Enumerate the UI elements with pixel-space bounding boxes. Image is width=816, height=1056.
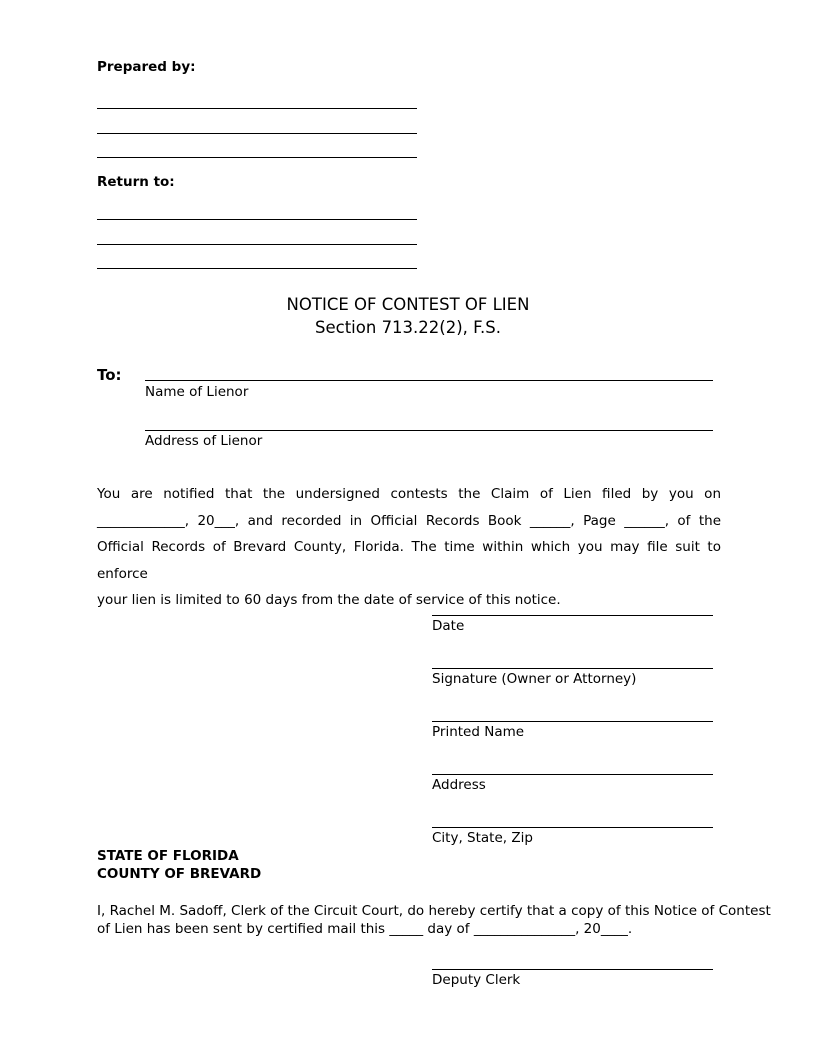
date-caption: Date [432, 618, 465, 634]
notice-line-4: your lien is limited to 60 days from the date of service of this notice. [97, 592, 561, 608]
lienor-address-line[interactable] [145, 430, 713, 431]
prepared-by-label: Prepared by: [97, 59, 196, 75]
return-to-label: Return to: [97, 174, 175, 190]
address-line[interactable] [432, 774, 713, 775]
return-to-line-2[interactable] [97, 244, 417, 245]
city-state-zip-line[interactable] [432, 827, 713, 828]
city-state-zip-caption: City, State, Zip [432, 830, 533, 846]
notice-line-3: Official Records of Brevard County, Florida. The time within which you may file suit to enforce [97, 539, 721, 582]
venue-state: STATE OF FLORIDA [97, 848, 239, 864]
prepared-by-line-3[interactable] [97, 157, 417, 158]
venue-county: COUNTY OF BREVARD [97, 866, 262, 882]
notice-line-2: _____________, 20___, and recorded in Official Records Book ______, Page ______, of the [97, 512, 721, 529]
return-to-line-3[interactable] [97, 268, 417, 269]
certification-line-2: of Lien has been sent by certified mail this _____ day of _______________, 20____. [97, 921, 633, 937]
prepared-by-line-2[interactable] [97, 133, 417, 134]
signature-line[interactable] [432, 668, 713, 669]
return-to-line-1[interactable] [97, 219, 417, 220]
certification-line-1: I, Rachel M. Sadoff, Clerk of the Circuit Court, do hereby certify that a copy of this Notice of Contest [97, 903, 771, 919]
certification-paragraph [97, 902, 771, 938]
printed-name-line[interactable] [432, 721, 713, 722]
lienor-name-caption: Name of Lienor [145, 384, 249, 400]
document-subtitle: Section 713.22(2), F.S. [315, 318, 501, 337]
notice-paragraph [97, 481, 721, 614]
date-line[interactable] [432, 615, 713, 616]
address-caption: Address [432, 777, 486, 793]
printed-name-caption: Printed Name [432, 724, 525, 740]
document-title: NOTICE OF CONTEST OF LIEN [286, 295, 530, 314]
signature-caption: Signature (Owner or Attorney) [432, 671, 637, 687]
deputy-clerk-caption: Deputy Clerk [432, 972, 521, 988]
prepared-by-line-1[interactable] [97, 108, 417, 109]
notice-line-1: You are notified that the undersigned contests the Claim of Lien filed by you on [97, 486, 721, 502]
lienor-name-line[interactable] [145, 380, 713, 381]
deputy-clerk-line[interactable] [432, 969, 713, 970]
lienor-address-caption: Address of Lienor [145, 433, 263, 449]
to-label: To: [97, 366, 122, 384]
